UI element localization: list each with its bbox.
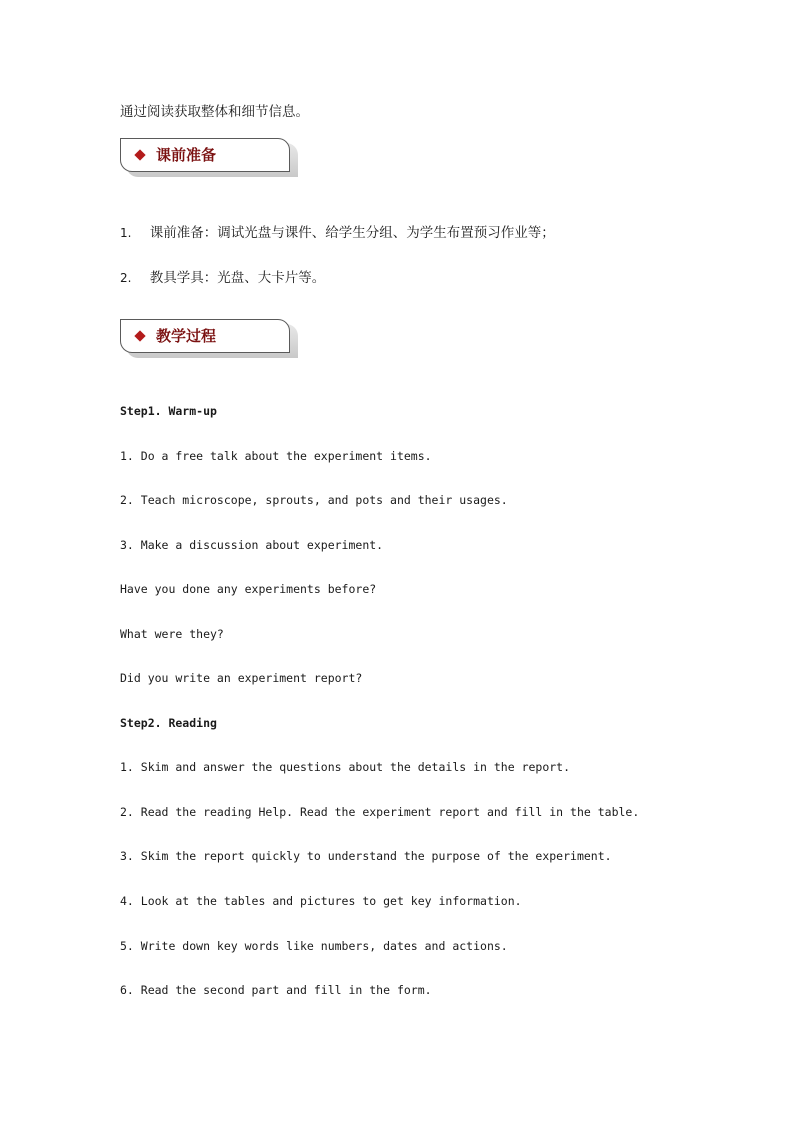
- step2-line-2: 2. Read the reading Help. Read the experiment report and fill in the table.: [120, 805, 640, 819]
- step2-heading: Step2. Reading: [120, 716, 217, 730]
- section-header-prep: [120, 138, 292, 174]
- prep-item-number: 2.: [120, 271, 132, 285]
- section-title-process: 教学过程: [156, 327, 217, 345]
- step1-line-4: Have you done any experiments before?: [120, 582, 377, 596]
- step1-line-6: Did you write an experiment report?: [120, 671, 363, 685]
- intro-line: 通过阅读获取整体和细节信息。: [120, 104, 309, 120]
- step2-line-1: 1. Skim and answer the questions about the details in the report.: [120, 760, 571, 774]
- step1-heading: Step1. Warm-up: [120, 404, 217, 418]
- step2-line-5: 5. Write down key words like numbers, dates and actions.: [120, 939, 508, 953]
- prep-item-text: 教具学具：光盘、大卡片等。: [149, 270, 326, 286]
- step1-line-5: What were they?: [120, 627, 224, 641]
- section-title-prep: 课前准备: [156, 146, 217, 164]
- prep-item-text: 课前准备：调试光盘与课件、给学生分组、为学生布置预习作业等；: [149, 225, 555, 241]
- prep-item-1: [120, 224, 555, 242]
- section-header-process: [120, 319, 292, 355]
- step2-line-6: 6. Read the second part and fill in the form.: [120, 983, 432, 997]
- prep-item-number: 1.: [120, 226, 132, 240]
- step1-line-1: 1. Do a free talk about the experiment items.: [120, 449, 432, 463]
- step1-line-3: 3. Make a discussion about experiment.: [120, 538, 384, 552]
- step1-line-2: 2. Teach microscope, sprouts, and pots and their usages.: [120, 493, 508, 507]
- step2-line-3: 3. Skim the report quickly to understand the purpose of the experiment.: [120, 849, 612, 863]
- step2-line-4: 4. Look at the tables and pictures to get key information.: [120, 894, 522, 908]
- prep-item-2: [120, 269, 325, 287]
